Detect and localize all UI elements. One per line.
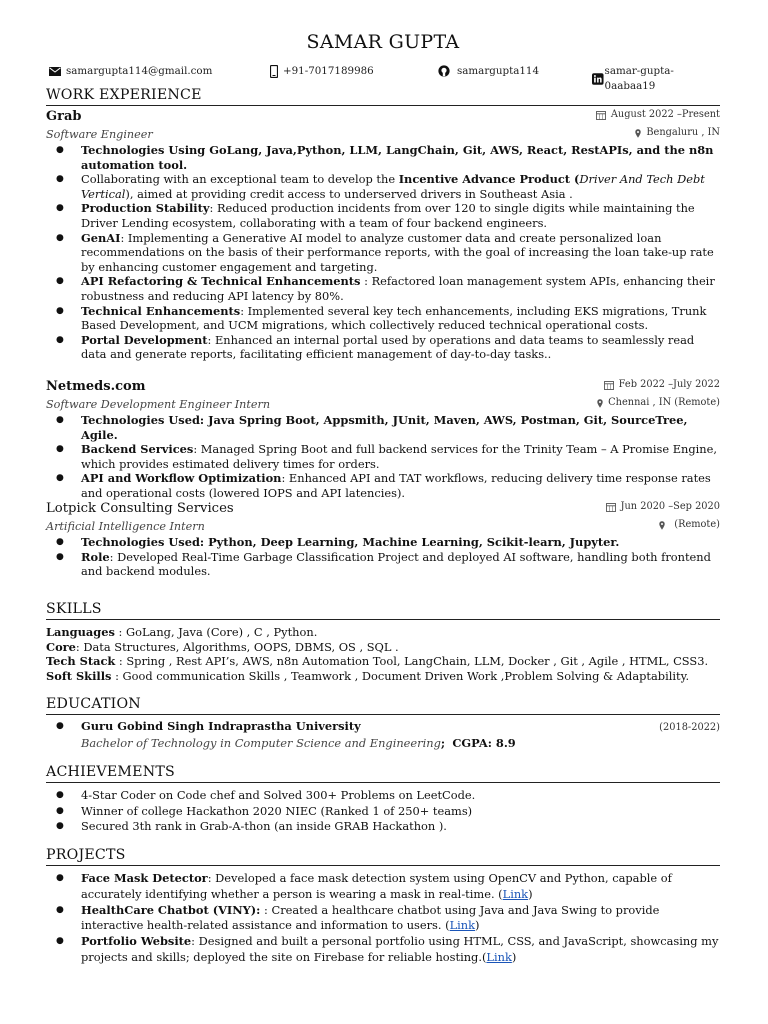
job-lotpick — [46, 500, 720, 579]
contact-phone[interactable] — [270, 64, 374, 79]
cgpa: CGPA: 8.9 — [452, 736, 516, 750]
calendar-icon — [606, 503, 616, 512]
company-name: Lotpick Consulting Services — [46, 501, 234, 516]
linkedin-icon — [592, 73, 604, 85]
phone-text: +91-7017189986 — [283, 65, 374, 77]
map-pin-icon — [597, 399, 603, 408]
job-bullets — [46, 413, 720, 501]
list-item: ● Role: Developed Real-Time Garbage Classification Project and deployed AI software, handling both frontend and backend modules. — [46, 550, 720, 579]
list-item: ● Technologies Used: Python, Deep Learning, Machine Learning, Scikit-learn, Jupyter. — [46, 535, 720, 550]
list-item: ● Technologies Using GoLang, Java,Python, LLM, LangChain, Git, AWS, React, RestAPIs, and the n8n automation tool. — [46, 143, 720, 172]
github-text: samargupta114 — [457, 65, 539, 77]
education-years: (2018-2022) — [659, 722, 720, 733]
company-name: Netmeds.com — [46, 379, 146, 394]
envelope-icon — [49, 67, 61, 76]
school-name: ● Guru Gobind Singh Indraprastha University — [81, 719, 361, 733]
section-work-experience: WORK EXPERIENCE — [46, 86, 720, 106]
linkedin-text: samar-gupta-0aabaa19 — [604, 65, 674, 92]
section-achievements: ACHIEVEMENTS — [46, 763, 720, 783]
section-projects: PROJECTS — [46, 846, 720, 866]
project-link[interactable]: Link — [449, 918, 476, 933]
contact-email[interactable] — [49, 64, 212, 79]
job-location: Chennai , IN (Remote) — [608, 397, 720, 409]
job-bullets — [46, 535, 720, 579]
contact-bar — [46, 64, 720, 92]
list-item: ● HealthCare Chatbot (VINY): : Created a healthcare chatbot using Java and Java Swing to provide interactive health-related assistance and information to users. (Link) — [46, 903, 720, 935]
list-item: ● Portfolio Website: Designed and built a personal portfolio using HTML, CSS, and JavaScript, showcasing my projects and skills; deployed the site on Firebase for reliable hosting.(Link) — [46, 934, 720, 966]
candidate-name: SAMAR GUPTA — [306, 31, 460, 53]
list-item: ● Guru Gobind Singh Indraprastha University (2018-2022) Bachelor of Technology in Computer Science and Engineering; CGPA: 8.9 — [46, 719, 720, 751]
calendar-icon — [604, 381, 614, 390]
list-item: ● Backend Services: Managed Spring Boot and full backend services for the Trinity Team – A Promise Engine, which provides estimated delivery times for orders. — [46, 442, 720, 471]
list-item: ● Production Stability: Reduced production incidents from over 120 to single digits while maintaining the Driver Lending ecosystem, collaborating with a team of four backend engineers. — [46, 201, 720, 230]
project-link[interactable]: Link — [486, 949, 512, 964]
list-item: ● GenAI: Implementing a Generative AI model to analyze customer data and create personalized loan recommendations on the basis of their performance reports, with the goal of increasing the loan take-up rate by enhancing customer engagement and targeting. — [46, 231, 720, 275]
degree: Bachelor of Technology in Computer Science and Engineering — [81, 736, 441, 750]
map-pin-icon — [659, 521, 665, 530]
contact-github[interactable] — [438, 64, 539, 79]
job-dates: Jun 2020 –Sep 2020 — [620, 501, 720, 513]
list-item: ● API Refactoring & Technical Enhancements : Refactored loan management system APIs, enhancing their robustness and reducing API latency by 80%. — [46, 274, 720, 303]
job-bullets — [46, 143, 720, 362]
education-entry — [46, 719, 720, 751]
job-role: Software Engineer — [46, 128, 153, 141]
skill-row: Tech Stack : Spring , Rest API’s, AWS, n8n Automation Tool, LangChain, LLM, Docker , Git , Agile , HTML, CSS3. — [46, 654, 709, 668]
skills-list — [46, 625, 720, 683]
list-item: ● Secured 3th rank in Grab-A-thon (an inside GRAB Hackathon ). — [46, 819, 720, 835]
company-name: Grab — [46, 109, 82, 124]
job-dates: Feb 2022 –July 2022 — [618, 379, 720, 391]
mobile-phone-icon — [270, 65, 278, 78]
map-pin-icon — [635, 129, 641, 138]
list-item: ● Collaborating with an exceptional team to develop the Incentive Advance Product (Driver And Tech Debt Vertical), aimed at providing credit access to underserved drivers in Southeast Asia . — [46, 172, 720, 201]
skill-row: Core: Data Structures, Algorithms, OOPS, DBMS, OS , SQL . — [46, 639, 399, 654]
email-text: samargupta114@gmail.com — [66, 65, 213, 77]
github-icon — [438, 65, 450, 77]
list-item: ● Face Mask Detector: Developed a face mask detection system using OpenCV and Python, capable of accurately identifying whether a person is wearing a mask in real-time. (Link) — [46, 871, 720, 903]
list-item: ● Technologies Used: Java Spring Boot, Appsmith, JUnit, Maven, AWS, Postman, Git, SourceTree, Agile. — [46, 413, 720, 442]
job-dates: August 2022 –Present — [610, 109, 720, 121]
job-location: (Remote) — [674, 519, 720, 531]
project-link[interactable]: Link — [502, 886, 529, 901]
skill-row: Languages : GoLang, Java (Core) , C , Python. — [46, 625, 318, 639]
achievements-list — [46, 788, 720, 835]
job-netmeds — [46, 378, 720, 501]
projects-list — [46, 871, 720, 966]
job-grab — [46, 108, 720, 362]
list-item: ● 4-Star Coder on Code chef and Solved 300+ Problems on LeetCode. — [46, 788, 720, 804]
job-location: Bengaluru , IN — [646, 127, 720, 139]
section-education: EDUCATION — [46, 695, 720, 715]
list-item: ● Winner of college Hackathon 2020 NIEC (Ranked 1 of 250+ teams) — [46, 804, 720, 820]
section-skills: SKILLS — [46, 600, 720, 620]
list-item: ● Portal Development: Enhanced an internal portal used by operations and data teams to seamlessly read data and generate reports, facilitating efficient management of day-to-day tasks.. — [46, 333, 720, 362]
skill-row: Soft Skills : Good communication Skills , Teamwork , Document Driven Work ,Problem Solving & Adaptability. — [46, 668, 690, 683]
job-role: Software Development Engineer Intern — [46, 398, 271, 411]
list-item: ● API and Workflow Optimization: Enhanced API and TAT workflows, reducing delivery time response rates and operational costs (lowered IOPS and API latencies). — [46, 471, 720, 500]
job-role: Artificial Intelligence Intern — [46, 520, 205, 533]
list-item: ● Technical Enhancements: Implemented several key tech enhancements, including EKS migrations, Trunk Based Development, and UCM migrations, which collectively reduced technical operational costs. — [46, 304, 720, 333]
calendar-icon — [596, 111, 606, 120]
